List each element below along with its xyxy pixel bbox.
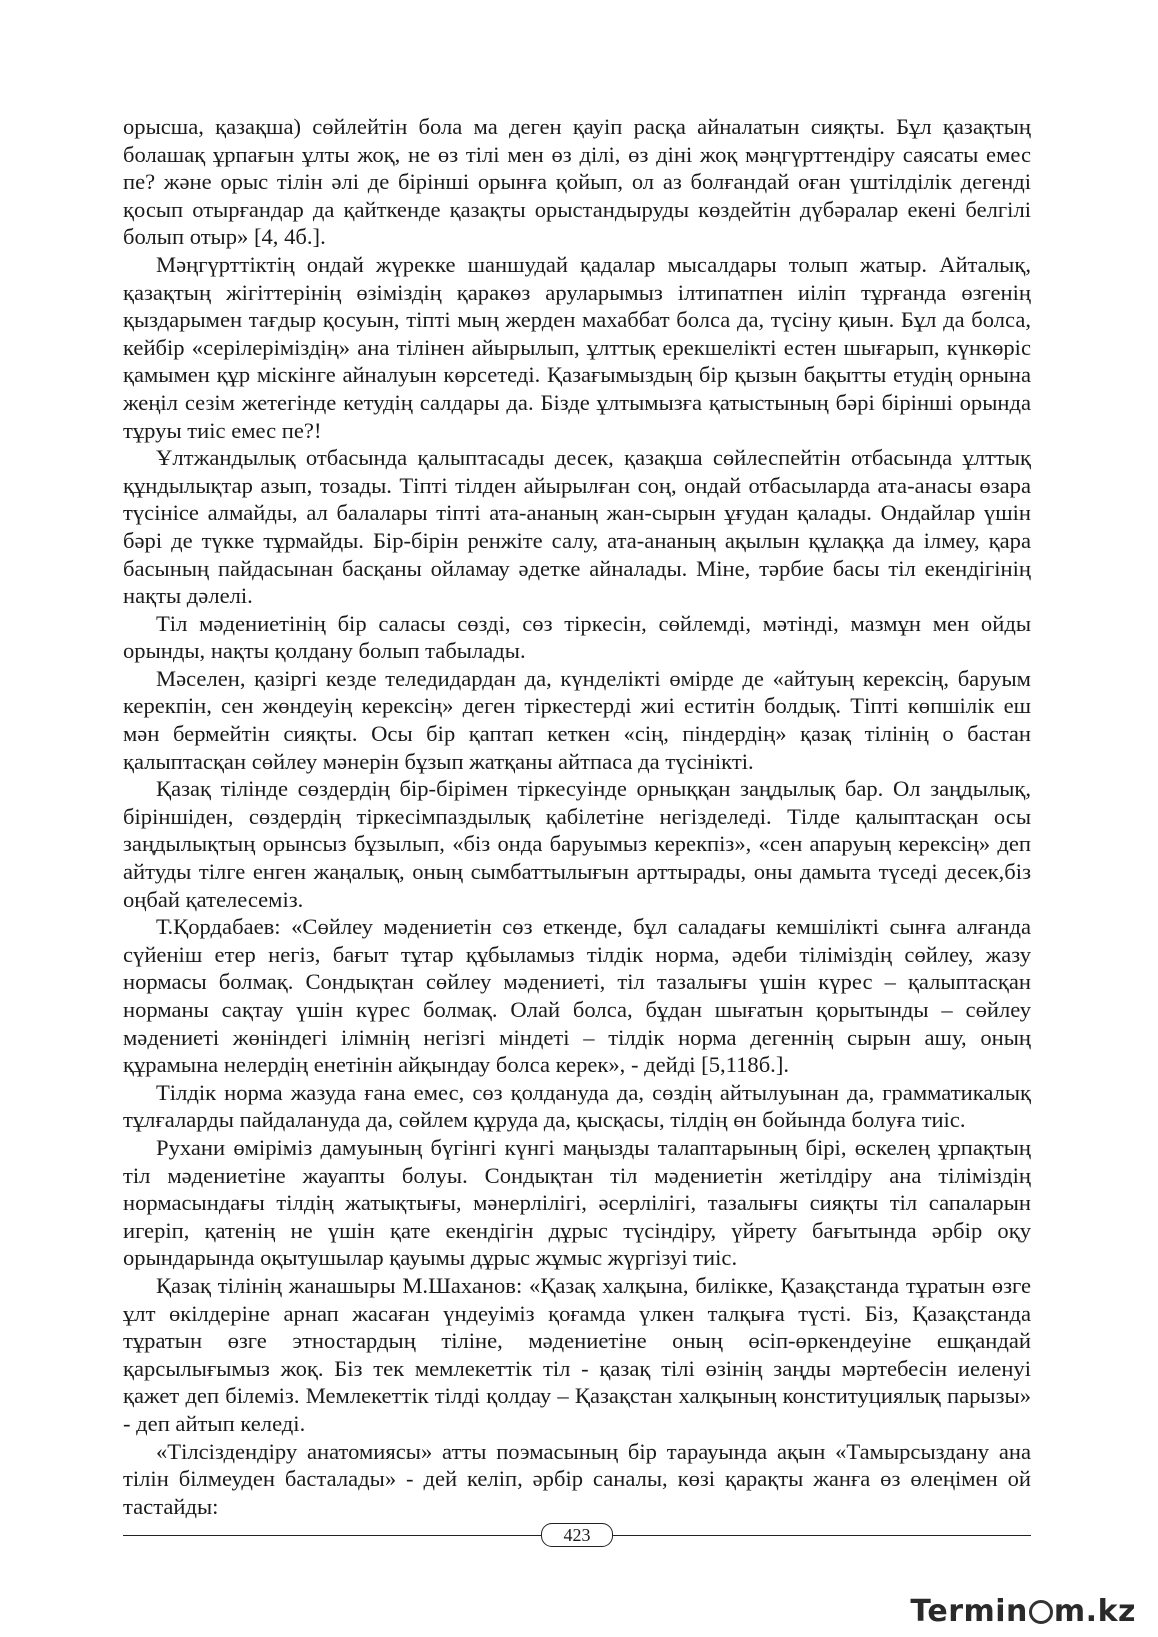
paragraph-7: Т.Қордабаев: «Сөйлеу мәдениетін сөз еткенде, бұл саладағы кемшілікті сынға алғанда сүйеніш етер негіз, бағыт тұтар құбыламыз тілдік норма, әдеби тіліміздің сөйлеу, жазу нормасы болмақ. Сондықтан сөйлеу мәдениеті, тіл тазалығы үшін күрес – қалыптасқан норманы сақтау үшін күрес болмақ. Олай болса, бұдан шығатын қорытынды – сөйлеу мәдениеті жөніндегі ілімнің негізгі міндеті – тілдік норма дегеннің сырын ашу, оның құрамына нелердің енетінін айқындау болса керек», - дейді [5,118б.]. <box>123 914 1031 1078</box>
article-body <box>123 113 1031 1520</box>
paragraph-1: орысша, қазақша) сөйлейтін бола ма деген қауіп расқа айналатын сияқты. Бұл қазақтың болашақ ұрпағын ұлты жоқ, не өз тілі мен өз ділі, өз діні жоқ мәңгүрттендіру саясаты емес пе? және орыс тілін әлі де бірінші орынға қойып, ол аз болғандай оған үштілділік дегенді қосып отырғандар да қайткенде қазақты орыстандыруды көздейтін дүбәралар екені белгілі болып отыр» [4, 4б.]. <box>123 114 1031 250</box>
paragraph-11: «Тілсіздендіру анатомиясы» атты поэмасының бір тарауында ақын «Тамырсыздану ана тілін білмеуден басталады» - дей келіп, әрбір саналы, көзі қарақты жанға өз өлеңімен ой тастайды: <box>123 1438 1031 1519</box>
paragraph-4: Тіл мәдениетінің бір саласы сөзді, сөз тіркесін, сөйлемді, мәтінді, мазмұн мен ойды орынды, нақты қолдану болып табылады. <box>123 610 1031 664</box>
paragraph-6: Қазақ тілінде сөздердің бір-бірімен тіркесуінде орныққан заңдылық бар. Ол заңдылық, біріншіден, сөздердің тіркесімпаздылық қабілетіне негізделеді. Тілде қалыптасқан осы заңдылықтың орынсыз бұзылып, «біз онда баруымыз керекпіз», «сен апаруың керексің» деп айтуды тілге енген жаңалық, оның сымбаттылығын арттырады, оны дамыта түседі десек,біз оңбай қателесеміз. <box>123 776 1031 912</box>
paragraph-5: Мәселен, қазіргі кезде теледидардан да, күнделікті өмірде де «айтуың керексің, баруым керекпін, сен жөндеуің керексің» деген тіркестерді жиі еститін болдық. Тіпті көпшілік еш мән бермейтін сияқты. Осы бір қаптап кеткен «сің, піндердің» қазақ тілінің о бастан қалыптасқан сөйлеу мәнерін бұзып жатқаны айтпаса да түсінікті. <box>123 665 1031 774</box>
paragraph-2: Мәңгүрттіктің ондай жүрекке шаншудай қадалар мысалдары толып жатыр. Айталық, қазақтың жігіттерінің өзіміздің қаракөз аруларымыз ілтипатпен иіліп тұрғанда өзгенің қыздарымен тағдыр қосуын, тіпті мың жерден махаббат болса да, түсіну қиын. Бұл да болса, кейбір «серілеріміздің» ана тілінен айырылып, ұлттық ерекшелікті естен шығарып, күнкөріс қамымен құр міскінге айналуын көрсетеді. Қазағымыздың бір қызын бақытты етудің орнына жеңіл сезім жетегінде кетудің салдары да. Бізде ұлтымызға қатыстының бәрі бірінші орында тұруы тиіс емес пе?! <box>123 251 1031 443</box>
watermark-text-start: Termin <box>910 1594 1028 1629</box>
watermark-text-end: m.kz <box>1053 1594 1136 1629</box>
paragraph-3: Ұлтжандылық отбасында қалыптасады десек, қазақша сөйлеспейтін отбасында ұлттық құндылықтар азып, тозады. Тіпті тілден айырылған соң, ондай отбасыларда ата-анасы өзара түсініce алмайды, ал балалары тіпті ата-ананың жан-сырын ұғудан қалады. Ондайлар үшін бәрі де түкке тұрмайды. Бір-бірін ренжіте салу, ата-ананың ақылын құлаққа да ілмеу, қара басының пайдасынан басқаны ойламау әдетке айналады. Міне, тәрбие басы тіл екендігінің нақты дәлелі. <box>123 445 1031 609</box>
page-number: 423 <box>541 1523 613 1547</box>
page-footer <box>123 1523 1031 1547</box>
watermark-circle-icon <box>1029 1600 1053 1624</box>
paragraph-10: Қазақ тілінің жанашыры М.Шаханов: «Қазақ халқына, билікке, Қазақстанда тұратын өзге ұлт өкілдеріне арнап жасаған үндеуіміз қоғамда үлкен талқыға түсті. Біз, Қазақстанда тұратын өзге этностардың тіліне, мәдениетіне оның өсіп-өркендеуіне ешқандай қарсылығымыз жоқ. Біз тек мемлекеттік тіл - қазақ тілі өзінің заңды мәртебесін иеленуі қажет деп білеміз. Мемлекеттік тілді қолдау – Қазақстан халқының конституциялық парызы» - деп айтып келеді. <box>123 1272 1031 1436</box>
paragraph-8: Тілдік норма жазуда ғана емес, сөз қолдануда да, сөздің айтылуынан да, грамматикалық тұлғаларды пайдалануда да, сөйлем құруда да, қысқасы, тілдің өн бойында болуға тиіс. <box>123 1079 1031 1133</box>
termincom-watermark-logo <box>910 1594 1136 1629</box>
paragraph-9: Рухани өміріміз дамуының бүгінгі күнгі маңызды талаптарының бірі, өскелең ұрпақтың тіл мәдениетіне жауапты болуы. Сондықтан тіл мәдениетін жетілдіру ана тіліміздің нормасындағы тілдің жатықтығы, мәнерлілігі, әсерлілігі, тазалығы сияқты тіл сапаларын игеріп, қатенің не үшін қате екендігін дұрыс түсіндіру, үйрету бағытында әрбір оқу орындарында оқытушылар қауымы дұрыс жұмыс жүргізуі тиіс. <box>123 1134 1031 1271</box>
